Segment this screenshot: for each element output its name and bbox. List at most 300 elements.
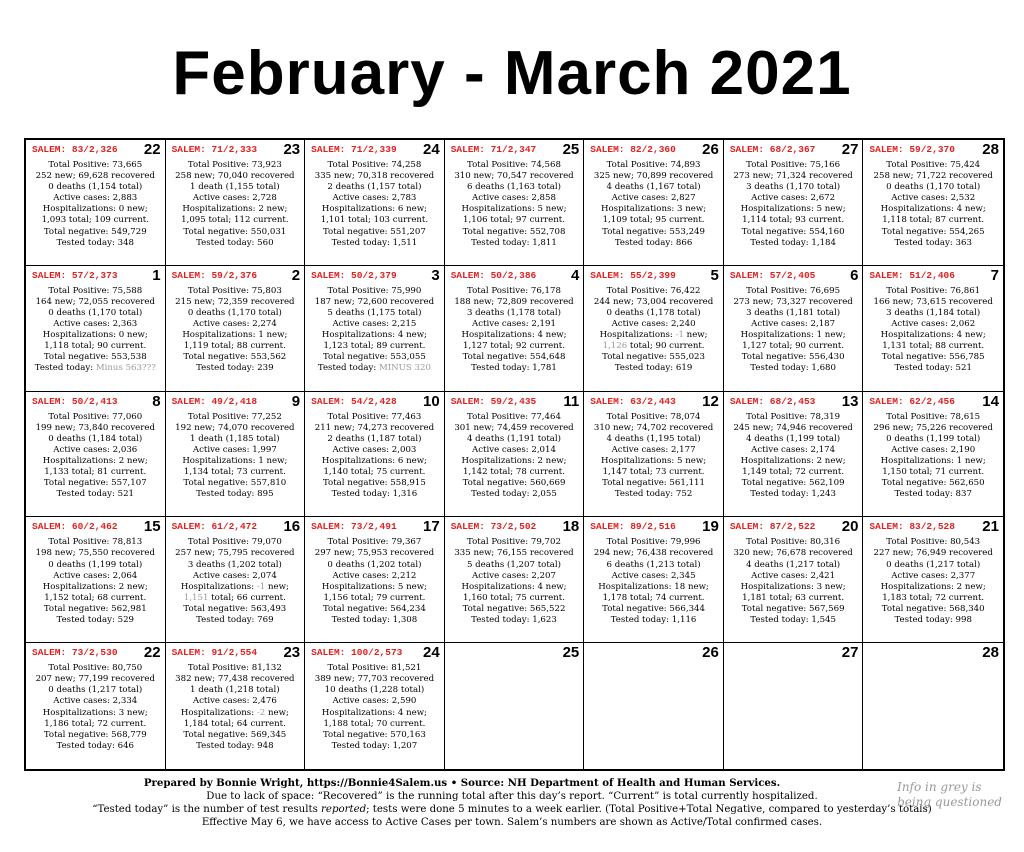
stat-line: Total negative: 553,538	[43, 352, 147, 363]
stat-line: Hospitalizations: 6 new;	[321, 204, 427, 215]
stat-line: Hospitalizations: 0 new;	[42, 330, 148, 341]
stat-line: Hospitalizations: 1 new;	[182, 455, 288, 466]
stat-line: Hospitalizations: 6 new;	[321, 455, 427, 466]
stat-line: 245 new; 74,946 recovered	[733, 422, 853, 433]
stat-line: 0 deaths (1,217 total)	[48, 685, 143, 696]
stat-line: 325 new; 70,899 recovered	[593, 171, 714, 182]
stat-line: Tested today: 521	[894, 363, 972, 374]
day-number: 7	[990, 266, 999, 284]
salem-cases: SALEM: 73/2,491	[311, 521, 397, 533]
stat-line: 0 deaths (1,202 total)	[327, 559, 422, 570]
salem-cases: SALEM: 50/2,413	[32, 395, 118, 407]
stat-line: Total negative: 560,669	[462, 478, 566, 489]
stat-line: Active cases: 2,191	[472, 319, 556, 330]
stat-line: Total Positive: 78,319	[746, 411, 841, 422]
stat-line: Tested today: 998	[894, 615, 972, 626]
stat-line: Total Positive: 77,060	[48, 411, 143, 422]
salem-cases: SALEM: 50/2,379	[311, 269, 397, 281]
stat-line: Hospitalizations: 5 new;	[601, 455, 707, 466]
stat-line: 1,181 total; 63 current.	[742, 592, 845, 603]
stat-line: Total Positive: 79,996	[606, 537, 701, 548]
day-number: 21	[982, 518, 999, 536]
stat-line: Active cases: 2,062	[891, 319, 976, 330]
day-number: 13	[841, 392, 859, 410]
day-number: 20	[841, 518, 859, 536]
stat-line: Total negative: 556,785	[881, 352, 985, 363]
day-number: 17	[423, 518, 440, 536]
day-number: 25	[562, 644, 580, 662]
stat-line: Total Positive: 80,750	[48, 663, 143, 674]
stat-line: Total negative: 556,430	[741, 352, 845, 363]
stat-line: Total Positive: 76,861	[886, 285, 981, 296]
day-number: 28	[982, 141, 999, 158]
stat-line: 1 death (1,185 total)	[190, 433, 280, 444]
stat-line: 0 deaths (1,199 total)	[48, 559, 143, 570]
calendar-day-cell	[584, 266, 724, 392]
stat-line: Total negative: 561,111	[602, 478, 705, 489]
stat-line: Active cases: 2,215	[332, 319, 417, 330]
salem-cases: SALEM: 51/2,406	[869, 269, 955, 281]
stat-line: 0 deaths (1,184 total)	[48, 433, 143, 444]
stat-line: 3 deaths (1,184 total)	[886, 307, 981, 318]
stat-line: Hospitalizations: 3 new;	[601, 204, 707, 215]
salem-cases: SALEM: 60/2,462	[32, 521, 118, 533]
stat-line: Active cases: 2,728	[192, 193, 277, 204]
calendar-grid	[24, 138, 1005, 771]
calendar-day-cell	[724, 140, 864, 266]
day-number: 5	[710, 266, 719, 284]
salem-cases: SALEM: 91/2,554	[171, 647, 258, 659]
day-number: 16	[283, 518, 301, 536]
stat-line: 1,093 total; 109 current.	[41, 215, 149, 226]
stat-line: 1,131 total; 88 current.	[882, 341, 985, 352]
stat-line: Active cases: 2,672	[751, 193, 836, 204]
stat-line: Active cases: 2,334	[53, 696, 138, 707]
day-number: 23	[283, 141, 301, 158]
stat-line: Total negative: 553,055	[322, 352, 426, 363]
calendar-day-cell	[584, 517, 724, 643]
day-number: 6	[850, 266, 859, 284]
stat-line: Total Positive: 80,316	[746, 537, 841, 548]
calendar-day-cell	[584, 392, 724, 518]
day-number: 25	[562, 141, 580, 158]
calendar-day-cell	[26, 140, 166, 266]
calendar-day-cell	[26, 517, 166, 643]
stat-line: Total negative: 565,522	[462, 603, 566, 614]
hospitalizations-line: Hospitalizations: -2 new;	[180, 707, 289, 718]
stat-line: Tested today: 1,207	[331, 740, 418, 751]
day-number: 27	[841, 141, 859, 158]
stat-line: 244 new; 73,004 recovered	[593, 296, 714, 307]
stat-line: 1,147 total; 73 current.	[602, 467, 705, 478]
stat-line: Total negative: 557,107	[43, 478, 147, 489]
stat-line: Tested today: 1,316	[331, 489, 418, 500]
stat-line: Total Positive: 77,464	[467, 411, 561, 422]
day-number: 26	[702, 141, 719, 158]
day-number: 12	[702, 392, 719, 410]
stat-line: Total negative: 554,265	[881, 226, 985, 237]
stat-line: 6 deaths (1,163 total)	[466, 182, 562, 193]
salem-cases: SALEM: 100/2,573	[311, 647, 403, 659]
salem-cases: SALEM: 73/2,502	[450, 521, 537, 533]
stat-line: Total Positive: 78,813	[48, 537, 143, 548]
stat-line: Active cases: 2,036	[53, 444, 138, 455]
stat-line: Active cases: 2,014	[472, 444, 556, 455]
stat-line: 320 new; 76,678 recovered	[733, 548, 853, 559]
stat-line: Active cases: 2,064	[53, 570, 138, 581]
stat-line: Total negative: 564,234	[322, 603, 426, 614]
salem-cases: SALEM: 50/2,386	[450, 269, 537, 281]
calendar-day-cell	[26, 392, 166, 518]
day-number: 27	[841, 644, 859, 662]
stat-line: 310 new; 74,702 recovered	[593, 422, 714, 433]
stat-line: Total negative: 554,160	[741, 226, 845, 237]
stat-line: Tested today: 1,511	[331, 237, 418, 248]
stat-line: Total negative: 558,915	[322, 478, 426, 489]
stat-line: Active cases: 2,207	[472, 570, 556, 581]
stat-line: 5 deaths (1,175 total)	[327, 307, 422, 318]
calendar-day-cell	[445, 392, 585, 518]
stat-line: Total Positive: 76,695	[746, 285, 841, 296]
stat-line: Total Positive: 74,568	[467, 160, 561, 170]
stat-line: 198 new; 75,550 recovered	[35, 548, 155, 559]
salem-cases: SALEM: 71/2,339	[311, 144, 397, 155]
day-number: 28	[982, 644, 999, 662]
stat-line: 1,123 total; 89 current.	[323, 341, 426, 352]
stat-line: 3 deaths (1,170 total)	[746, 182, 841, 193]
stat-line: Total Positive: 75,424	[886, 160, 981, 170]
salem-cases: SALEM: 49/2,418	[171, 395, 258, 407]
stat-line: Active cases: 2,074	[192, 570, 277, 581]
salem-cases: SALEM: 61/2,472	[171, 521, 258, 533]
calendar-day-cell	[305, 140, 445, 266]
day-number: 24	[423, 644, 440, 662]
hospitalizations-line: Hospitalizations: -1 new;	[180, 581, 289, 592]
stat-line: Active cases: 1,997	[192, 444, 277, 455]
stat-line: Active cases: 2,783	[332, 193, 417, 204]
stat-line: Active cases: 2,177	[611, 444, 696, 455]
stat-line: Total negative: 562,981	[43, 603, 147, 614]
stat-line: 1,095 total; 112 current.	[181, 215, 289, 226]
stat-line: Tested today: 769	[196, 615, 274, 626]
calendar-day-cell	[584, 140, 724, 266]
day-number: 11	[563, 392, 580, 410]
stat-line: Total negative: 563,493	[183, 603, 287, 614]
stat-line: Total negative: 552,708	[462, 226, 566, 237]
stat-line: 4 deaths (1,191 total)	[466, 433, 562, 444]
day-number: 14	[982, 392, 999, 410]
stat-line: Total negative: 554,648	[462, 352, 566, 363]
stat-line: Total negative: 568,340	[881, 603, 985, 614]
stat-line: Total Positive: 73,923	[187, 160, 282, 170]
footer-note-recovered: Due to lack of space: “Recovered” is the running total after this day’s report. “Current” is total currently hospitalized.	[206, 791, 818, 802]
salem-cases: SALEM: 57/2,373	[32, 269, 118, 281]
grey-info-note: Info in grey is being questioned	[897, 780, 1002, 809]
calendar-day-cell	[166, 517, 306, 643]
stat-line: Tested today: 866	[614, 237, 693, 248]
stat-line: Active cases: 2,212	[332, 570, 417, 581]
calendar-day-cell	[584, 643, 724, 769]
stat-line: Hospitalizations: 0 new;	[42, 204, 148, 215]
calendar-day-cell	[166, 140, 306, 266]
salem-cases: SALEM: 63/2,443	[590, 395, 676, 407]
stat-line: 1,101 total; 103 current.	[320, 215, 429, 226]
stat-line: Total Positive: 75,166	[746, 160, 841, 170]
stat-line: Total Positive: 80,543	[886, 537, 981, 548]
stat-line: Total negative: 551,207	[322, 226, 426, 237]
stat-line: Hospitalizations: 5 new;	[321, 581, 427, 592]
salem-cases: SALEM: 59/2,435	[450, 395, 537, 407]
calendar-day-cell	[724, 392, 864, 518]
stat-line: Total Positive: 74,258	[327, 160, 422, 170]
calendar-day-cell	[724, 517, 864, 643]
hospitalizations-line: Hospitalizations: -1 new;	[599, 330, 708, 341]
stat-line: 211 new; 74,273 recovered	[314, 422, 435, 433]
stat-line: Hospitalizations: 1 new;	[880, 455, 986, 466]
stat-line: Total Positive: 76,422	[606, 285, 701, 296]
tested-today-line: Tested today: Minus 563???	[34, 363, 156, 374]
stat-line: Hospitalizations: 5 new;	[740, 204, 846, 215]
stat-line: 3 deaths (1,181 total)	[746, 307, 841, 318]
day-number: 9	[291, 392, 301, 410]
stat-line: Total Positive: 75,990	[327, 285, 422, 296]
day-number: 1	[152, 266, 161, 284]
stat-line: Total negative: 557,810	[183, 478, 287, 489]
stat-line: 0 deaths (1,170 total)	[48, 307, 143, 318]
stat-line: Total Positive: 77,252	[187, 411, 282, 422]
stat-line: Active cases: 2,345	[611, 570, 696, 581]
stat-line: Hospitalizations: 4 new;	[321, 330, 427, 341]
stat-line: 4 deaths (1,199 total)	[746, 433, 841, 444]
stat-line: 294 new; 76,438 recovered	[593, 548, 714, 559]
stat-line: 1 death (1,218 total)	[190, 685, 280, 696]
stat-line: Active cases: 2,858	[472, 193, 556, 204]
stat-line: 0 deaths (1,170 total)	[187, 307, 282, 318]
stat-line: Tested today: 752	[614, 489, 693, 500]
stat-line: 192 new; 74,070 recovered	[175, 422, 295, 433]
stat-line: Active cases: 2,187	[751, 319, 836, 330]
calendar-day-cell	[305, 266, 445, 392]
stat-line: Tested today: 1,680	[750, 363, 836, 374]
stat-line: 389 new; 77,703 recovered	[314, 674, 435, 685]
day-number: 24	[423, 141, 440, 158]
stat-line: Total negative: 550,031	[183, 226, 287, 237]
stat-line: Tested today: 1,243	[750, 489, 836, 500]
stat-line: 3 deaths (1,202 total)	[187, 559, 282, 570]
calendar-day-cell	[863, 643, 1003, 769]
stat-line: Total Positive: 78,074	[606, 411, 701, 422]
stat-line: Tested today: 1,184	[750, 237, 836, 248]
stat-line: Tested today: 560	[196, 237, 274, 248]
stat-line: 1,149 total; 72 current.	[742, 467, 845, 478]
day-number: 26	[702, 644, 719, 662]
calendar-day-cell	[26, 266, 166, 392]
calendar-day-cell	[305, 392, 445, 518]
stat-line: Total Positive: 77,463	[327, 411, 422, 422]
stat-line: Active cases: 2,827	[611, 193, 696, 204]
day-number: 18	[562, 518, 580, 536]
stat-line: 4 deaths (1,167 total)	[606, 182, 701, 193]
stat-line: 1,156 total; 79 current.	[323, 592, 426, 603]
stat-line: 0 deaths (1,154 total)	[48, 182, 143, 193]
stat-line: 1,142 total; 78 current.	[463, 467, 565, 478]
salem-cases: SALEM: 54/2,428	[311, 395, 397, 407]
stat-line: Total negative: 562,650	[881, 478, 985, 489]
stat-line: 1,160 total; 75 current.	[463, 592, 565, 603]
stat-line: Tested today: 348	[56, 237, 135, 248]
stat-line: Total negative: 568,779	[43, 729, 147, 740]
calendar-day-cell	[166, 266, 306, 392]
calendar-day-cell	[445, 643, 585, 769]
stat-line: Total negative: 566,344	[602, 603, 705, 614]
stat-line: Hospitalizations: 2 new;	[42, 581, 148, 592]
stat-line: Active cases: 2,174	[751, 444, 836, 455]
stat-line: 258 new; 71,722 recovered	[873, 171, 993, 182]
stat-line: Hospitalizations: 4 new;	[880, 204, 986, 215]
day-number: 15	[143, 518, 161, 536]
stat-line: Hospitalizations: 5 new;	[461, 204, 567, 215]
footer-note-active: Effective May 6, we have access to Active Cases per town. Salem’s numbers are shown as Active/Total confirmed cases.	[201, 817, 823, 828]
stat-line: 335 new; 70,318 recovered	[314, 171, 435, 182]
stat-line: Active cases: 2,377	[891, 570, 976, 581]
salem-cases: SALEM: 87/2,522	[729, 521, 816, 533]
stat-line: 301 new; 74,459 recovered	[454, 422, 574, 433]
salem-cases: SALEM: 83/2,528	[869, 521, 955, 533]
stat-line: Tested today: 948	[196, 740, 274, 751]
stat-line: 335 new; 76,155 recovered	[454, 548, 574, 559]
stat-line: 1 death (1,155 total)	[190, 182, 280, 193]
stat-line: Hospitalizations: 4 new;	[461, 330, 567, 341]
stat-line: 258 new; 70,040 recovered	[175, 171, 295, 182]
salem-cases: SALEM: 68/2,367	[729, 144, 816, 155]
day-number: 22	[143, 644, 161, 662]
stat-line: Total Positive: 74,893	[606, 160, 701, 170]
stat-line: 1,119 total; 88 current.	[183, 341, 286, 352]
stat-line: Total negative: 562,109	[741, 478, 845, 489]
stat-line: 215 new; 72,359 recovered	[175, 296, 295, 307]
stat-line: 296 new; 75,226 recovered	[873, 422, 993, 433]
stat-line: Hospitalizations: 1 new;	[740, 330, 846, 341]
stat-line: 10 deaths (1,228 total)	[324, 685, 425, 696]
stat-line: 1,140 total; 75 current.	[323, 467, 426, 478]
day-number: 10	[423, 392, 440, 410]
stat-line: 6 deaths (1,213 total)	[606, 559, 701, 570]
tested-today-line: Tested today: MINUS 320	[317, 363, 431, 374]
calendar-day-cell	[863, 266, 1003, 392]
stat-line: 1,127 total; 90 current.	[742, 341, 845, 352]
day-number: 4	[570, 266, 580, 284]
stat-line: Tested today: 619	[614, 363, 693, 374]
stat-line: 273 new; 73,327 recovered	[733, 296, 853, 307]
stat-line: 310 new; 70,547 recovered	[454, 171, 574, 182]
stat-line: 0 deaths (1,170 total)	[886, 182, 981, 193]
salem-cases: SALEM: 55/2,399	[590, 269, 676, 281]
stat-line: Tested today: 363	[894, 237, 972, 248]
stat-line: Tested today: 1,116	[610, 615, 697, 626]
calendar-day-cell	[166, 643, 306, 769]
stat-line: Total negative: 569,345	[183, 729, 287, 740]
day-number: 3	[431, 266, 440, 284]
hospital-total-line: 1,126 total; 90 current.	[602, 341, 705, 352]
calendar-day-cell	[26, 643, 166, 769]
stat-line: 0 deaths (1,217 total)	[886, 559, 981, 570]
stat-line: Tested today: 646	[56, 740, 135, 751]
footer-credit: Prepared by Bonnie Wright, https://Bonnie4Salem.us • Source: NH Department of Health and Human Services.	[143, 777, 781, 789]
salem-cases: SALEM: 59/2,376	[171, 269, 258, 281]
calendar-day-cell	[863, 517, 1003, 643]
calendar-day-cell	[445, 266, 585, 392]
stat-line: 188 new; 72,809 recovered	[454, 296, 574, 307]
stat-line: Hospitalizations: 2 new;	[42, 455, 148, 466]
stat-line: Tested today: 521	[56, 489, 135, 500]
day-number: 2	[291, 266, 301, 284]
stat-line: 0 deaths (1,178 total)	[606, 307, 701, 318]
stat-line: Tested today: 1,545	[750, 615, 836, 626]
stat-line: Active cases: 2,190	[891, 444, 976, 455]
stat-line: Hospitalizations: 2 new;	[182, 204, 288, 215]
stat-line: Total negative: 555,023	[602, 352, 705, 363]
stat-line: 1,106 total; 97 current.	[463, 215, 565, 226]
stat-line: Tested today: 1,308	[331, 615, 418, 626]
stat-line: 3 deaths (1,178 total)	[466, 307, 562, 318]
day-number: 22	[143, 141, 161, 158]
stat-line: 1,118 total; 90 current.	[44, 341, 147, 352]
salem-cases: SALEM: 57/2,405	[729, 269, 816, 281]
stat-line: Tested today: 895	[196, 489, 274, 500]
footer-note-tested: “Tested today” is the number of test results reported; tests were done 5 minutes to a week earlier. (Total Positive+Total Negative, compared to yesterday’s totals)	[92, 804, 932, 815]
stat-line: Total Positive: 79,070	[187, 537, 282, 548]
salem-cases: SALEM: 83/2,326	[32, 144, 118, 155]
stat-line: 199 new; 73,840 recovered	[35, 422, 155, 433]
salem-cases: SALEM: 59/2,370	[869, 144, 955, 155]
stat-line: Active cases: 2,363	[53, 319, 138, 330]
stat-line: Hospitalizations: 1 new;	[182, 330, 288, 341]
stat-line: Tested today: 1,781	[471, 363, 557, 374]
stat-line: 297 new; 75,953 recovered	[314, 548, 435, 559]
stat-line: 4 deaths (1,195 total)	[606, 433, 701, 444]
stat-line: Total negative: 549,729	[43, 226, 147, 237]
salem-cases: SALEM: 89/2,516	[590, 521, 676, 533]
stat-line: Active cases: 2,003	[332, 444, 417, 455]
stat-line: Tested today: 1,811	[471, 237, 557, 248]
stat-line: 1,133 total; 81 current.	[44, 467, 147, 478]
stat-line: 4 deaths (1,217 total)	[746, 559, 841, 570]
calendar-day-cell	[305, 643, 445, 769]
calendar-day-cell	[445, 140, 585, 266]
stat-line: 1,114 total; 93 current.	[742, 215, 845, 226]
hospital-total-line: 1,184 total; 64 current.	[183, 718, 286, 729]
stat-line: 257 new; 75,795 recovered	[175, 548, 295, 559]
stat-line: Total Positive: 78,615	[886, 411, 981, 422]
stat-line: Tested today: 2,055	[471, 489, 557, 500]
stat-line: Active cases: 2,240	[611, 319, 696, 330]
stat-line: 1,109 total; 95 current.	[602, 215, 705, 226]
stat-line: 1,127 total; 92 current.	[463, 341, 565, 352]
stat-line: Total Positive: 75,803	[187, 285, 282, 296]
stat-line: Active cases: 2,421	[751, 570, 836, 581]
salem-cases: SALEM: 62/2,456	[869, 395, 955, 407]
stat-line: 166 new; 73,615 recovered	[873, 296, 993, 307]
stat-line: Total Positive: 79,367	[327, 537, 422, 548]
stat-line: Total negative: 553,249	[602, 226, 705, 237]
stat-line: Total Positive: 81,132	[187, 663, 282, 674]
stat-line: Total negative: 570,163	[322, 729, 426, 740]
stat-line: Hospitalizations: 18 new;	[598, 581, 709, 592]
stat-line: Tested today: 1,623	[471, 615, 557, 626]
stat-line: 207 new; 77,199 recovered	[35, 674, 155, 685]
stat-line: 2 deaths (1,157 total)	[327, 182, 422, 193]
stat-line: Hospitalizations: 3 new;	[740, 581, 846, 592]
